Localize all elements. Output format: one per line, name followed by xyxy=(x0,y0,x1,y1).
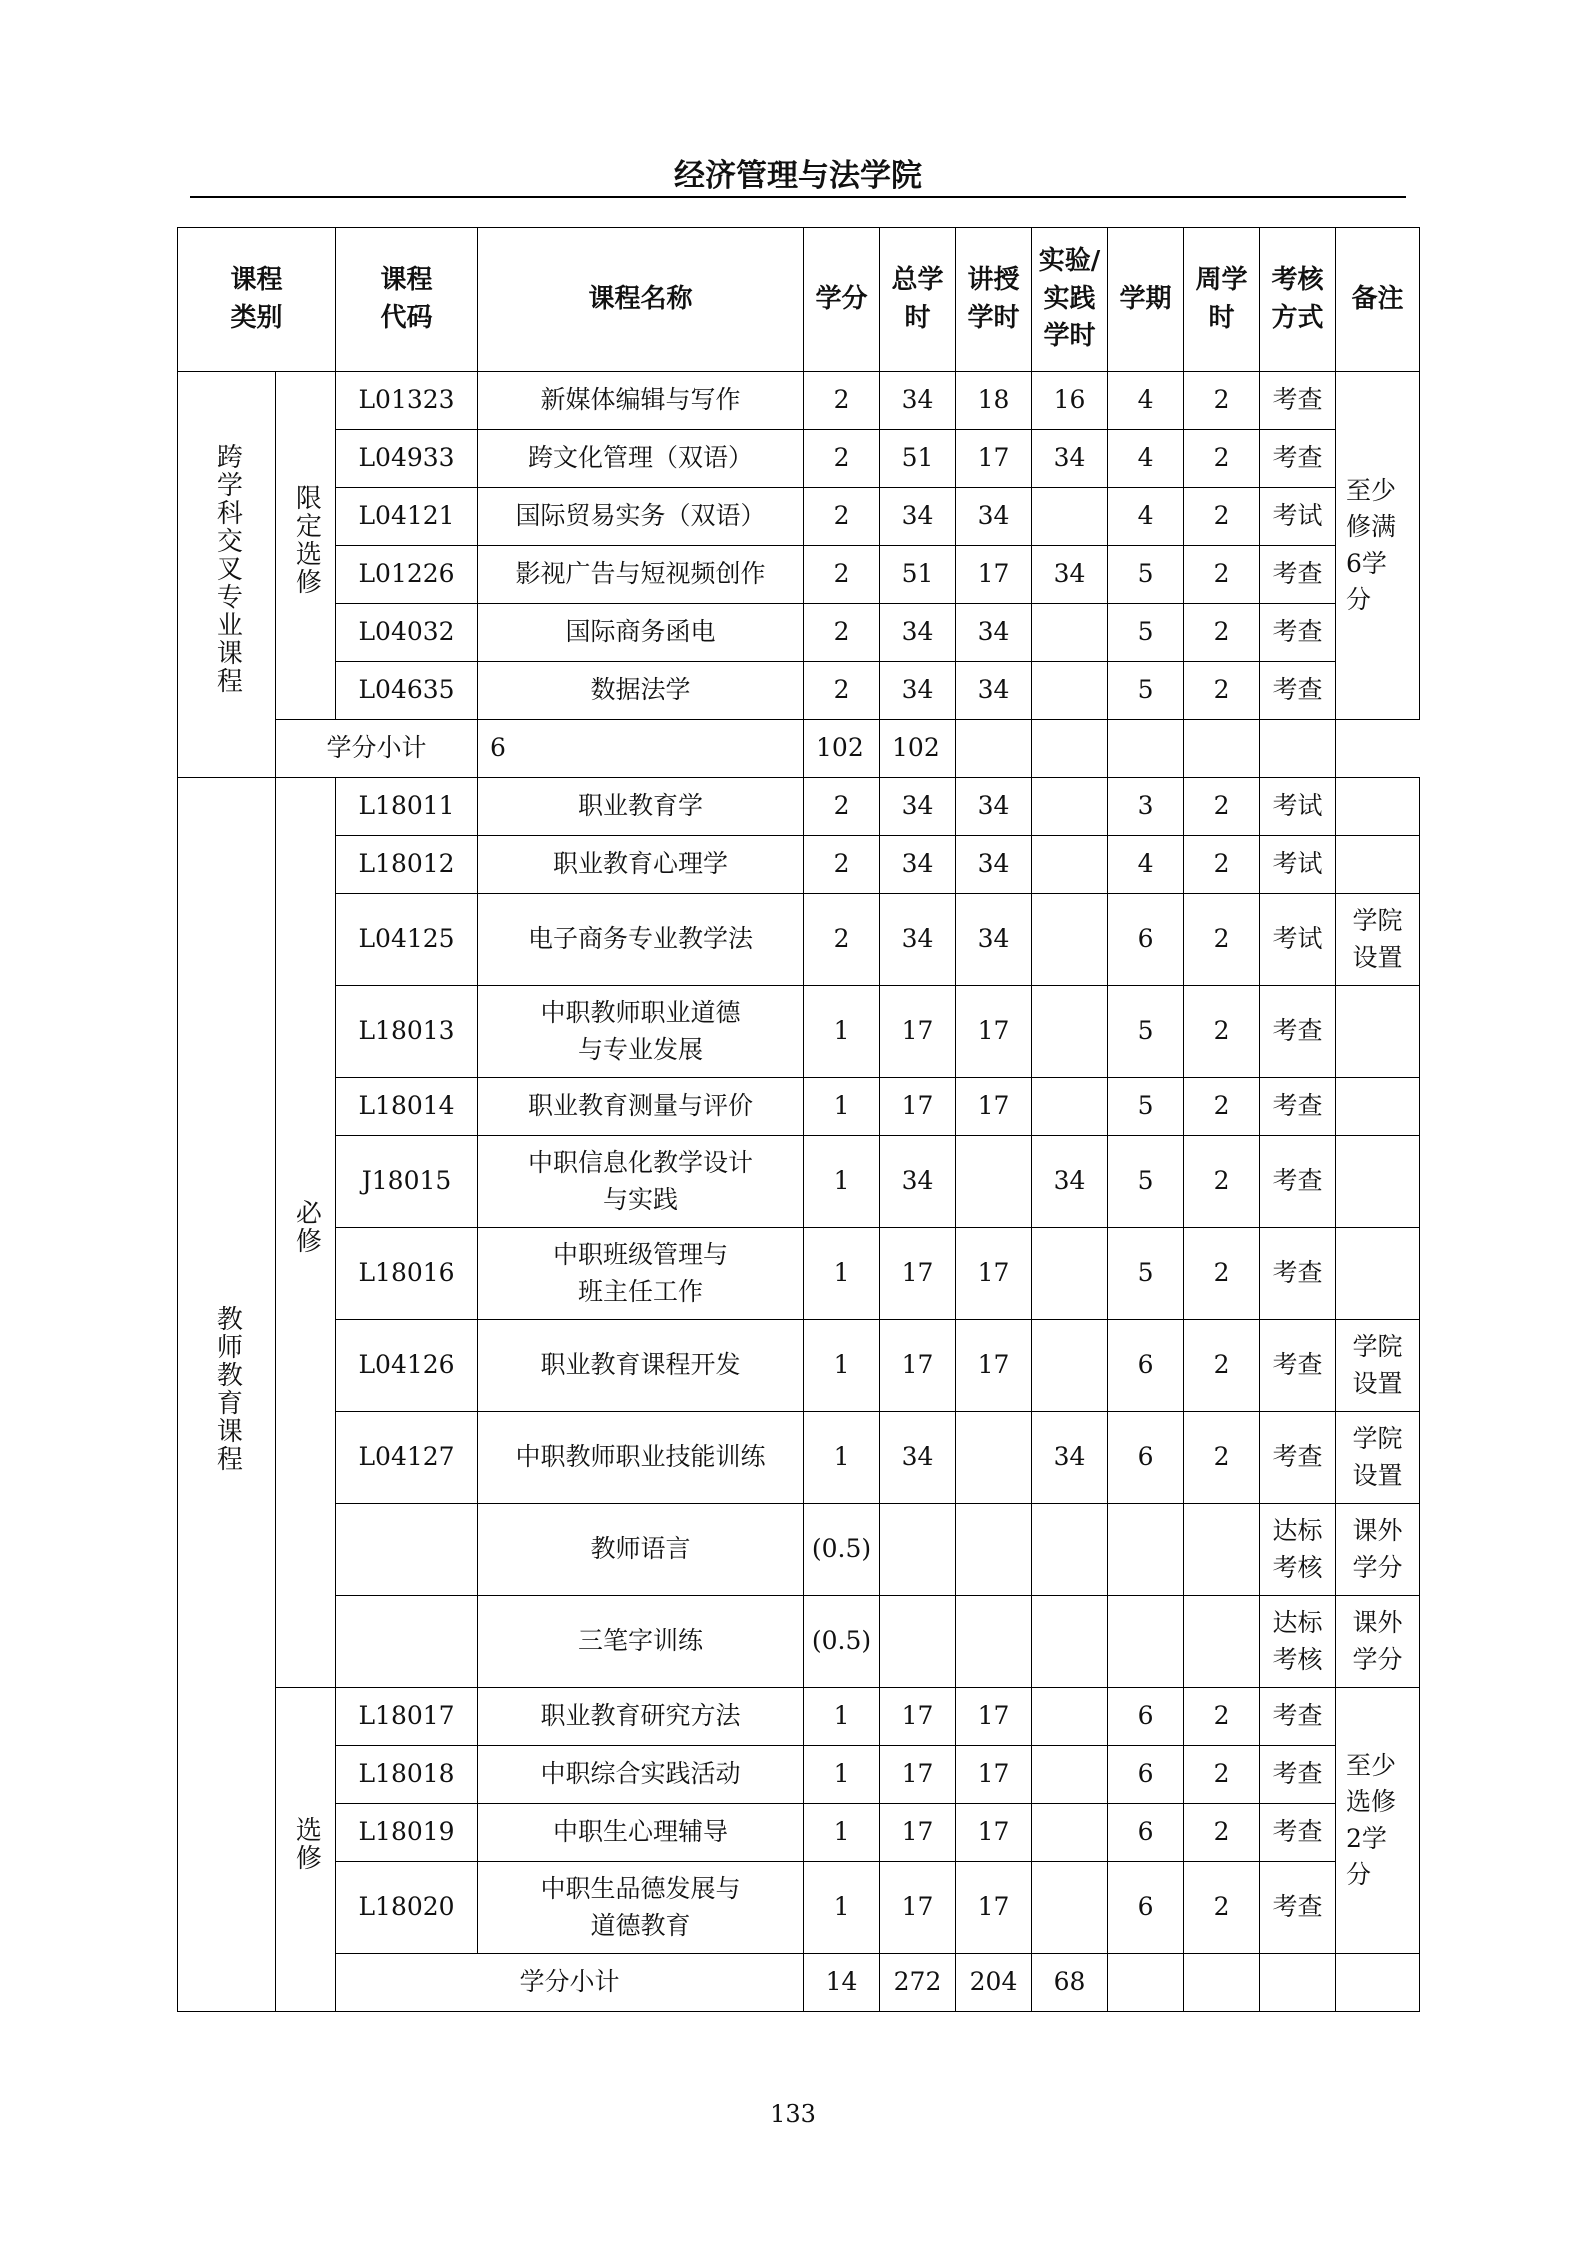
course-total-hours: 51 xyxy=(880,430,956,488)
course-semester: 4 xyxy=(1108,488,1184,546)
course-semester: 5 xyxy=(1108,546,1184,604)
course-name: 影视广告与短视频创作 xyxy=(478,546,804,604)
course-weekly-hours: 2 xyxy=(1184,836,1260,894)
course-assessment: 考查 xyxy=(1260,1688,1336,1746)
course-weekly-hours: 2 xyxy=(1184,1804,1260,1862)
course-lecture-hours: 17 xyxy=(956,1320,1032,1412)
table-row xyxy=(178,1688,1420,1746)
category-cross-discipline: 跨学科交叉专业课程 xyxy=(178,372,276,778)
course-practice-hours xyxy=(1032,1804,1108,1862)
course-weekly-hours: 2 xyxy=(1184,662,1260,720)
course-weekly-hours: 2 xyxy=(1184,546,1260,604)
course-lecture-hours: 18 xyxy=(956,372,1032,430)
course-total-hours xyxy=(880,1596,956,1688)
subtotal-row xyxy=(178,720,1420,778)
course-weekly-hours: 2 xyxy=(1184,1228,1260,1320)
course-assessment: 达标 考核 xyxy=(1260,1504,1336,1596)
course-remark: 课外 学分 xyxy=(1336,1596,1420,1688)
course-total-hours: 17 xyxy=(880,1746,956,1804)
course-name: 中职教师职业技能训练 xyxy=(478,1412,804,1504)
subtotal-total-hours: 102 xyxy=(804,720,880,778)
course-practice-hours xyxy=(1032,1688,1108,1746)
header-lecture-hours: 讲授 学时 xyxy=(956,228,1032,372)
header-weekly-hours: 周学 时 xyxy=(1184,228,1260,372)
course-semester: 6 xyxy=(1108,1746,1184,1804)
course-lecture-hours: 34 xyxy=(956,662,1032,720)
course-practice-hours: 34 xyxy=(1032,1136,1108,1228)
subcategory-limited-elective: 限定选修 xyxy=(276,372,336,720)
course-semester: 5 xyxy=(1108,662,1184,720)
course-credit: 1 xyxy=(804,1862,880,1954)
course-credit: 2 xyxy=(804,604,880,662)
course-remark: 课外 学分 xyxy=(1336,1504,1420,1596)
course-practice-hours: 34 xyxy=(1032,1412,1108,1504)
course-credit: 2 xyxy=(804,546,880,604)
subcategory-elective: 选修 xyxy=(276,1688,336,2012)
course-code: L18018 xyxy=(336,1746,478,1804)
course-code: L04635 xyxy=(336,662,478,720)
course-code: L01226 xyxy=(336,546,478,604)
course-remark: 学院 设置 xyxy=(1336,894,1420,986)
subcategory-required: 必修 xyxy=(276,778,336,1688)
course-code: L18011 xyxy=(336,778,478,836)
course-weekly-hours: 2 xyxy=(1184,894,1260,986)
course-practice-hours xyxy=(1032,778,1108,836)
course-assessment: 考查 xyxy=(1260,1862,1336,1954)
course-lecture-hours: 34 xyxy=(956,778,1032,836)
header-remarks: 备注 xyxy=(1336,228,1420,372)
table-row xyxy=(178,1746,1420,1804)
course-code: L04121 xyxy=(336,488,478,546)
course-name: 国际贸易实务（双语） xyxy=(478,488,804,546)
course-semester: 6 xyxy=(1108,1320,1184,1412)
empty-cell xyxy=(1184,720,1260,778)
course-total-hours: 34 xyxy=(880,1412,956,1504)
course-practice-hours xyxy=(1032,662,1108,720)
course-assessment: 考试 xyxy=(1260,894,1336,986)
course-name: 新媒体编辑与写作 xyxy=(478,372,804,430)
table-row xyxy=(178,894,1420,986)
course-weekly-hours: 2 xyxy=(1184,430,1260,488)
empty-cell xyxy=(1032,720,1108,778)
empty-cell xyxy=(1260,720,1336,778)
course-credit: 1 xyxy=(804,1320,880,1412)
course-weekly-hours: 2 xyxy=(1184,488,1260,546)
course-weekly-hours: 2 xyxy=(1184,1136,1260,1228)
course-name: 中职信息化教学设计 与实践 xyxy=(478,1136,804,1228)
elective-remark: 至少 选修 2学 分 xyxy=(1336,1688,1420,1954)
course-weekly-hours: 2 xyxy=(1184,1746,1260,1804)
course-assessment: 考查 xyxy=(1260,604,1336,662)
course-remark xyxy=(1336,778,1420,836)
course-remark: 学院 设置 xyxy=(1336,1412,1420,1504)
course-semester: 5 xyxy=(1108,1078,1184,1136)
course-weekly-hours: 2 xyxy=(1184,1412,1260,1504)
course-code: L01323 xyxy=(336,372,478,430)
course-practice-hours xyxy=(1032,488,1108,546)
course-total-hours: 34 xyxy=(880,488,956,546)
subtotal-credit: 14 xyxy=(804,1954,880,2012)
curriculum-table xyxy=(177,227,1420,2012)
course-semester: 5 xyxy=(1108,604,1184,662)
course-lecture-hours: 17 xyxy=(956,1804,1032,1862)
header-category: 课程 类别 xyxy=(178,228,336,372)
course-total-hours: 17 xyxy=(880,1320,956,1412)
empty-cell xyxy=(1108,720,1184,778)
course-credit: 1 xyxy=(804,1746,880,1804)
course-total-hours: 34 xyxy=(880,604,956,662)
course-code: L04032 xyxy=(336,604,478,662)
course-name: 职业教育学 xyxy=(478,778,804,836)
course-practice-hours xyxy=(1032,894,1108,986)
course-remark xyxy=(1336,986,1420,1078)
course-code: L18012 xyxy=(336,836,478,894)
course-credit: 2 xyxy=(804,662,880,720)
course-code: L18014 xyxy=(336,1078,478,1136)
subtotal-credit: 6 xyxy=(478,720,804,778)
course-name: 三笔字训练 xyxy=(478,1596,804,1688)
course-remark xyxy=(1336,1228,1420,1320)
course-weekly-hours xyxy=(1184,1504,1260,1596)
empty-cell xyxy=(1184,1954,1260,2012)
course-total-hours: 17 xyxy=(880,1862,956,1954)
course-lecture-hours xyxy=(956,1596,1032,1688)
table-row xyxy=(178,662,1420,720)
course-code: L04933 xyxy=(336,430,478,488)
course-credit: 2 xyxy=(804,836,880,894)
header-practice-hours: 实验/ 实践 学时 xyxy=(1032,228,1108,372)
course-lecture-hours: 17 xyxy=(956,1862,1032,1954)
course-credit: 2 xyxy=(804,372,880,430)
course-lecture-hours: 17 xyxy=(956,1688,1032,1746)
table-row xyxy=(178,1136,1420,1228)
course-semester: 6 xyxy=(1108,1688,1184,1746)
course-semester xyxy=(1108,1504,1184,1596)
header-total-hours: 总学 时 xyxy=(880,228,956,372)
course-assessment: 考查 xyxy=(1260,1078,1336,1136)
subtotal-label: 学分小计 xyxy=(336,1954,804,2012)
course-total-hours: 17 xyxy=(880,1078,956,1136)
course-practice-hours xyxy=(1032,1746,1108,1804)
course-lecture-hours: 17 xyxy=(956,1078,1032,1136)
course-credit: 1 xyxy=(804,1136,880,1228)
course-assessment: 考查 xyxy=(1260,1136,1336,1228)
course-code: L18013 xyxy=(336,986,478,1078)
section1-remark: 至少 修满 6学 分 xyxy=(1336,372,1420,720)
empty-cell xyxy=(956,720,1032,778)
table-row xyxy=(178,1596,1420,1688)
course-practice-hours xyxy=(1032,1862,1108,1954)
subtotal-lecture-hours: 204 xyxy=(956,1954,1032,2012)
table-row xyxy=(178,986,1420,1078)
table-row xyxy=(178,1862,1420,1954)
course-name: 职业教育心理学 xyxy=(478,836,804,894)
empty-cell xyxy=(1336,1954,1420,2012)
course-semester: 6 xyxy=(1108,1804,1184,1862)
course-weekly-hours: 2 xyxy=(1184,1862,1260,1954)
course-total-hours: 17 xyxy=(880,1688,956,1746)
course-credit: 1 xyxy=(804,1228,880,1320)
course-total-hours: 17 xyxy=(880,1228,956,1320)
course-weekly-hours: 2 xyxy=(1184,604,1260,662)
course-lecture-hours: 34 xyxy=(956,604,1032,662)
course-practice-hours xyxy=(1032,986,1108,1078)
course-semester xyxy=(1108,1596,1184,1688)
course-practice-hours xyxy=(1032,1320,1108,1412)
course-assessment: 考试 xyxy=(1260,778,1336,836)
course-code: L18016 xyxy=(336,1228,478,1320)
course-credit: 2 xyxy=(804,430,880,488)
course-assessment: 考查 xyxy=(1260,986,1336,1078)
course-total-hours: 34 xyxy=(880,662,956,720)
table-row xyxy=(178,1804,1420,1862)
course-total-hours: 17 xyxy=(880,1804,956,1862)
course-remark: 学院 设置 xyxy=(1336,1320,1420,1412)
empty-cell xyxy=(1108,1954,1184,2012)
course-credit: 2 xyxy=(804,894,880,986)
course-code xyxy=(336,1504,478,1596)
subtotal-row xyxy=(178,1954,1420,2012)
course-lecture-hours xyxy=(956,1136,1032,1228)
page-number: 133 xyxy=(770,2100,816,2128)
course-remark xyxy=(1336,836,1420,894)
course-credit: 1 xyxy=(804,1412,880,1504)
course-weekly-hours: 2 xyxy=(1184,986,1260,1078)
header-divider xyxy=(190,196,1406,198)
course-credit: 1 xyxy=(804,1688,880,1746)
course-code: L04125 xyxy=(336,894,478,986)
course-semester: 6 xyxy=(1108,1412,1184,1504)
course-assessment: 考查 xyxy=(1260,1412,1336,1504)
course-total-hours: 34 xyxy=(880,372,956,430)
course-lecture-hours xyxy=(956,1412,1032,1504)
course-lecture-hours: 17 xyxy=(956,430,1032,488)
table-row xyxy=(178,372,1420,430)
course-semester: 6 xyxy=(1108,1862,1184,1954)
header-semester: 学期 xyxy=(1108,228,1184,372)
table-row xyxy=(178,604,1420,662)
table-row xyxy=(178,1320,1420,1412)
course-semester: 5 xyxy=(1108,986,1184,1078)
course-name: 中职生心理辅导 xyxy=(478,1804,804,1862)
table-row xyxy=(178,778,1420,836)
header-code: 课程 代码 xyxy=(336,228,478,372)
course-total-hours xyxy=(880,1504,956,1596)
category-teacher-education: 教师教育课程 xyxy=(178,778,276,2012)
course-code: L18019 xyxy=(336,1804,478,1862)
course-code: L18020 xyxy=(336,1862,478,1954)
course-semester: 4 xyxy=(1108,372,1184,430)
course-assessment: 考查 xyxy=(1260,546,1336,604)
course-credit: 1 xyxy=(804,986,880,1078)
course-assessment: 考查 xyxy=(1260,430,1336,488)
table-header-row xyxy=(178,228,1420,372)
course-assessment: 考查 xyxy=(1260,1746,1336,1804)
course-practice-hours xyxy=(1032,1504,1108,1596)
course-semester: 3 xyxy=(1108,778,1184,836)
course-practice-hours xyxy=(1032,604,1108,662)
table-row xyxy=(178,1504,1420,1596)
table-row xyxy=(178,488,1420,546)
course-name: 中职班级管理与 班主任工作 xyxy=(478,1228,804,1320)
empty-cell xyxy=(1260,1954,1336,2012)
subtotal-lecture-hours: 102 xyxy=(880,720,956,778)
course-weekly-hours: 2 xyxy=(1184,1320,1260,1412)
course-total-hours: 34 xyxy=(880,836,956,894)
course-lecture-hours: 17 xyxy=(956,986,1032,1078)
course-code xyxy=(336,1596,478,1688)
course-name: 职业教育课程开发 xyxy=(478,1320,804,1412)
course-semester: 4 xyxy=(1108,430,1184,488)
course-credit: 2 xyxy=(804,778,880,836)
course-code: L04126 xyxy=(336,1320,478,1412)
table-row xyxy=(178,1078,1420,1136)
course-practice-hours xyxy=(1032,1596,1108,1688)
course-credit: 1 xyxy=(804,1078,880,1136)
course-name: 跨文化管理（双语） xyxy=(478,430,804,488)
course-code: L04127 xyxy=(336,1412,478,1504)
course-semester: 5 xyxy=(1108,1136,1184,1228)
course-lecture-hours xyxy=(956,1504,1032,1596)
course-assessment: 考查 xyxy=(1260,1320,1336,1412)
table-row xyxy=(178,430,1420,488)
course-practice-hours: 34 xyxy=(1032,430,1108,488)
course-remark xyxy=(1336,1136,1420,1228)
course-total-hours: 51 xyxy=(880,546,956,604)
course-name: 中职教师职业道德 与专业发展 xyxy=(478,986,804,1078)
course-lecture-hours: 17 xyxy=(956,1746,1032,1804)
course-code: J18015 xyxy=(336,1136,478,1228)
course-practice-hours xyxy=(1032,836,1108,894)
course-weekly-hours: 2 xyxy=(1184,1078,1260,1136)
course-total-hours: 34 xyxy=(880,778,956,836)
course-name: 电子商务专业教学法 xyxy=(478,894,804,986)
subtotal-practice-hours: 68 xyxy=(1032,1954,1108,2012)
course-assessment: 考试 xyxy=(1260,488,1336,546)
course-name: 中职生品德发展与 道德教育 xyxy=(478,1862,804,1954)
course-lecture-hours: 34 xyxy=(956,836,1032,894)
course-semester: 6 xyxy=(1108,894,1184,986)
subtotal-total-hours: 272 xyxy=(880,1954,956,2012)
course-assessment: 达标 考核 xyxy=(1260,1596,1336,1688)
course-weekly-hours: 2 xyxy=(1184,1688,1260,1746)
course-weekly-hours xyxy=(1184,1596,1260,1688)
course-name: 职业教育测量与评价 xyxy=(478,1078,804,1136)
table-row xyxy=(178,1228,1420,1320)
course-code: L18017 xyxy=(336,1688,478,1746)
subtotal-label: 学分小计 xyxy=(276,720,478,778)
course-weekly-hours: 2 xyxy=(1184,372,1260,430)
course-name: 职业教育研究方法 xyxy=(478,1688,804,1746)
course-total-hours: 17 xyxy=(880,986,956,1078)
course-assessment: 考查 xyxy=(1260,1804,1336,1862)
course-practice-hours: 16 xyxy=(1032,372,1108,430)
course-lecture-hours: 34 xyxy=(956,488,1032,546)
course-total-hours: 34 xyxy=(880,894,956,986)
course-name: 数据法学 xyxy=(478,662,804,720)
course-lecture-hours: 34 xyxy=(956,894,1032,986)
page-title: 经济管理与法学院 xyxy=(674,158,922,194)
course-credit: 2 xyxy=(804,488,880,546)
course-remark xyxy=(1336,1078,1420,1136)
header-assessment: 考核 方式 xyxy=(1260,228,1336,372)
table-row xyxy=(178,546,1420,604)
course-assessment: 考查 xyxy=(1260,372,1336,430)
course-assessment: 考查 xyxy=(1260,1228,1336,1320)
course-assessment: 考试 xyxy=(1260,836,1336,894)
course-name: 教师语言 xyxy=(478,1504,804,1596)
course-assessment: 考查 xyxy=(1260,662,1336,720)
course-credit: 1 xyxy=(804,1804,880,1862)
table-row xyxy=(178,836,1420,894)
course-practice-hours xyxy=(1032,1228,1108,1320)
course-name: 中职综合实践活动 xyxy=(478,1746,804,1804)
header-name: 课程名称 xyxy=(478,228,804,372)
course-name: 国际商务函电 xyxy=(478,604,804,662)
course-lecture-hours: 17 xyxy=(956,546,1032,604)
course-weekly-hours: 2 xyxy=(1184,778,1260,836)
course-total-hours: 34 xyxy=(880,1136,956,1228)
course-semester: 5 xyxy=(1108,1228,1184,1320)
course-credit: (0.5) xyxy=(804,1596,880,1688)
course-lecture-hours: 17 xyxy=(956,1228,1032,1320)
table-row xyxy=(178,1412,1420,1504)
header-credit: 学分 xyxy=(804,228,880,372)
course-practice-hours: 34 xyxy=(1032,546,1108,604)
course-semester: 4 xyxy=(1108,836,1184,894)
course-practice-hours xyxy=(1032,1078,1108,1136)
course-credit: (0.5) xyxy=(804,1504,880,1596)
